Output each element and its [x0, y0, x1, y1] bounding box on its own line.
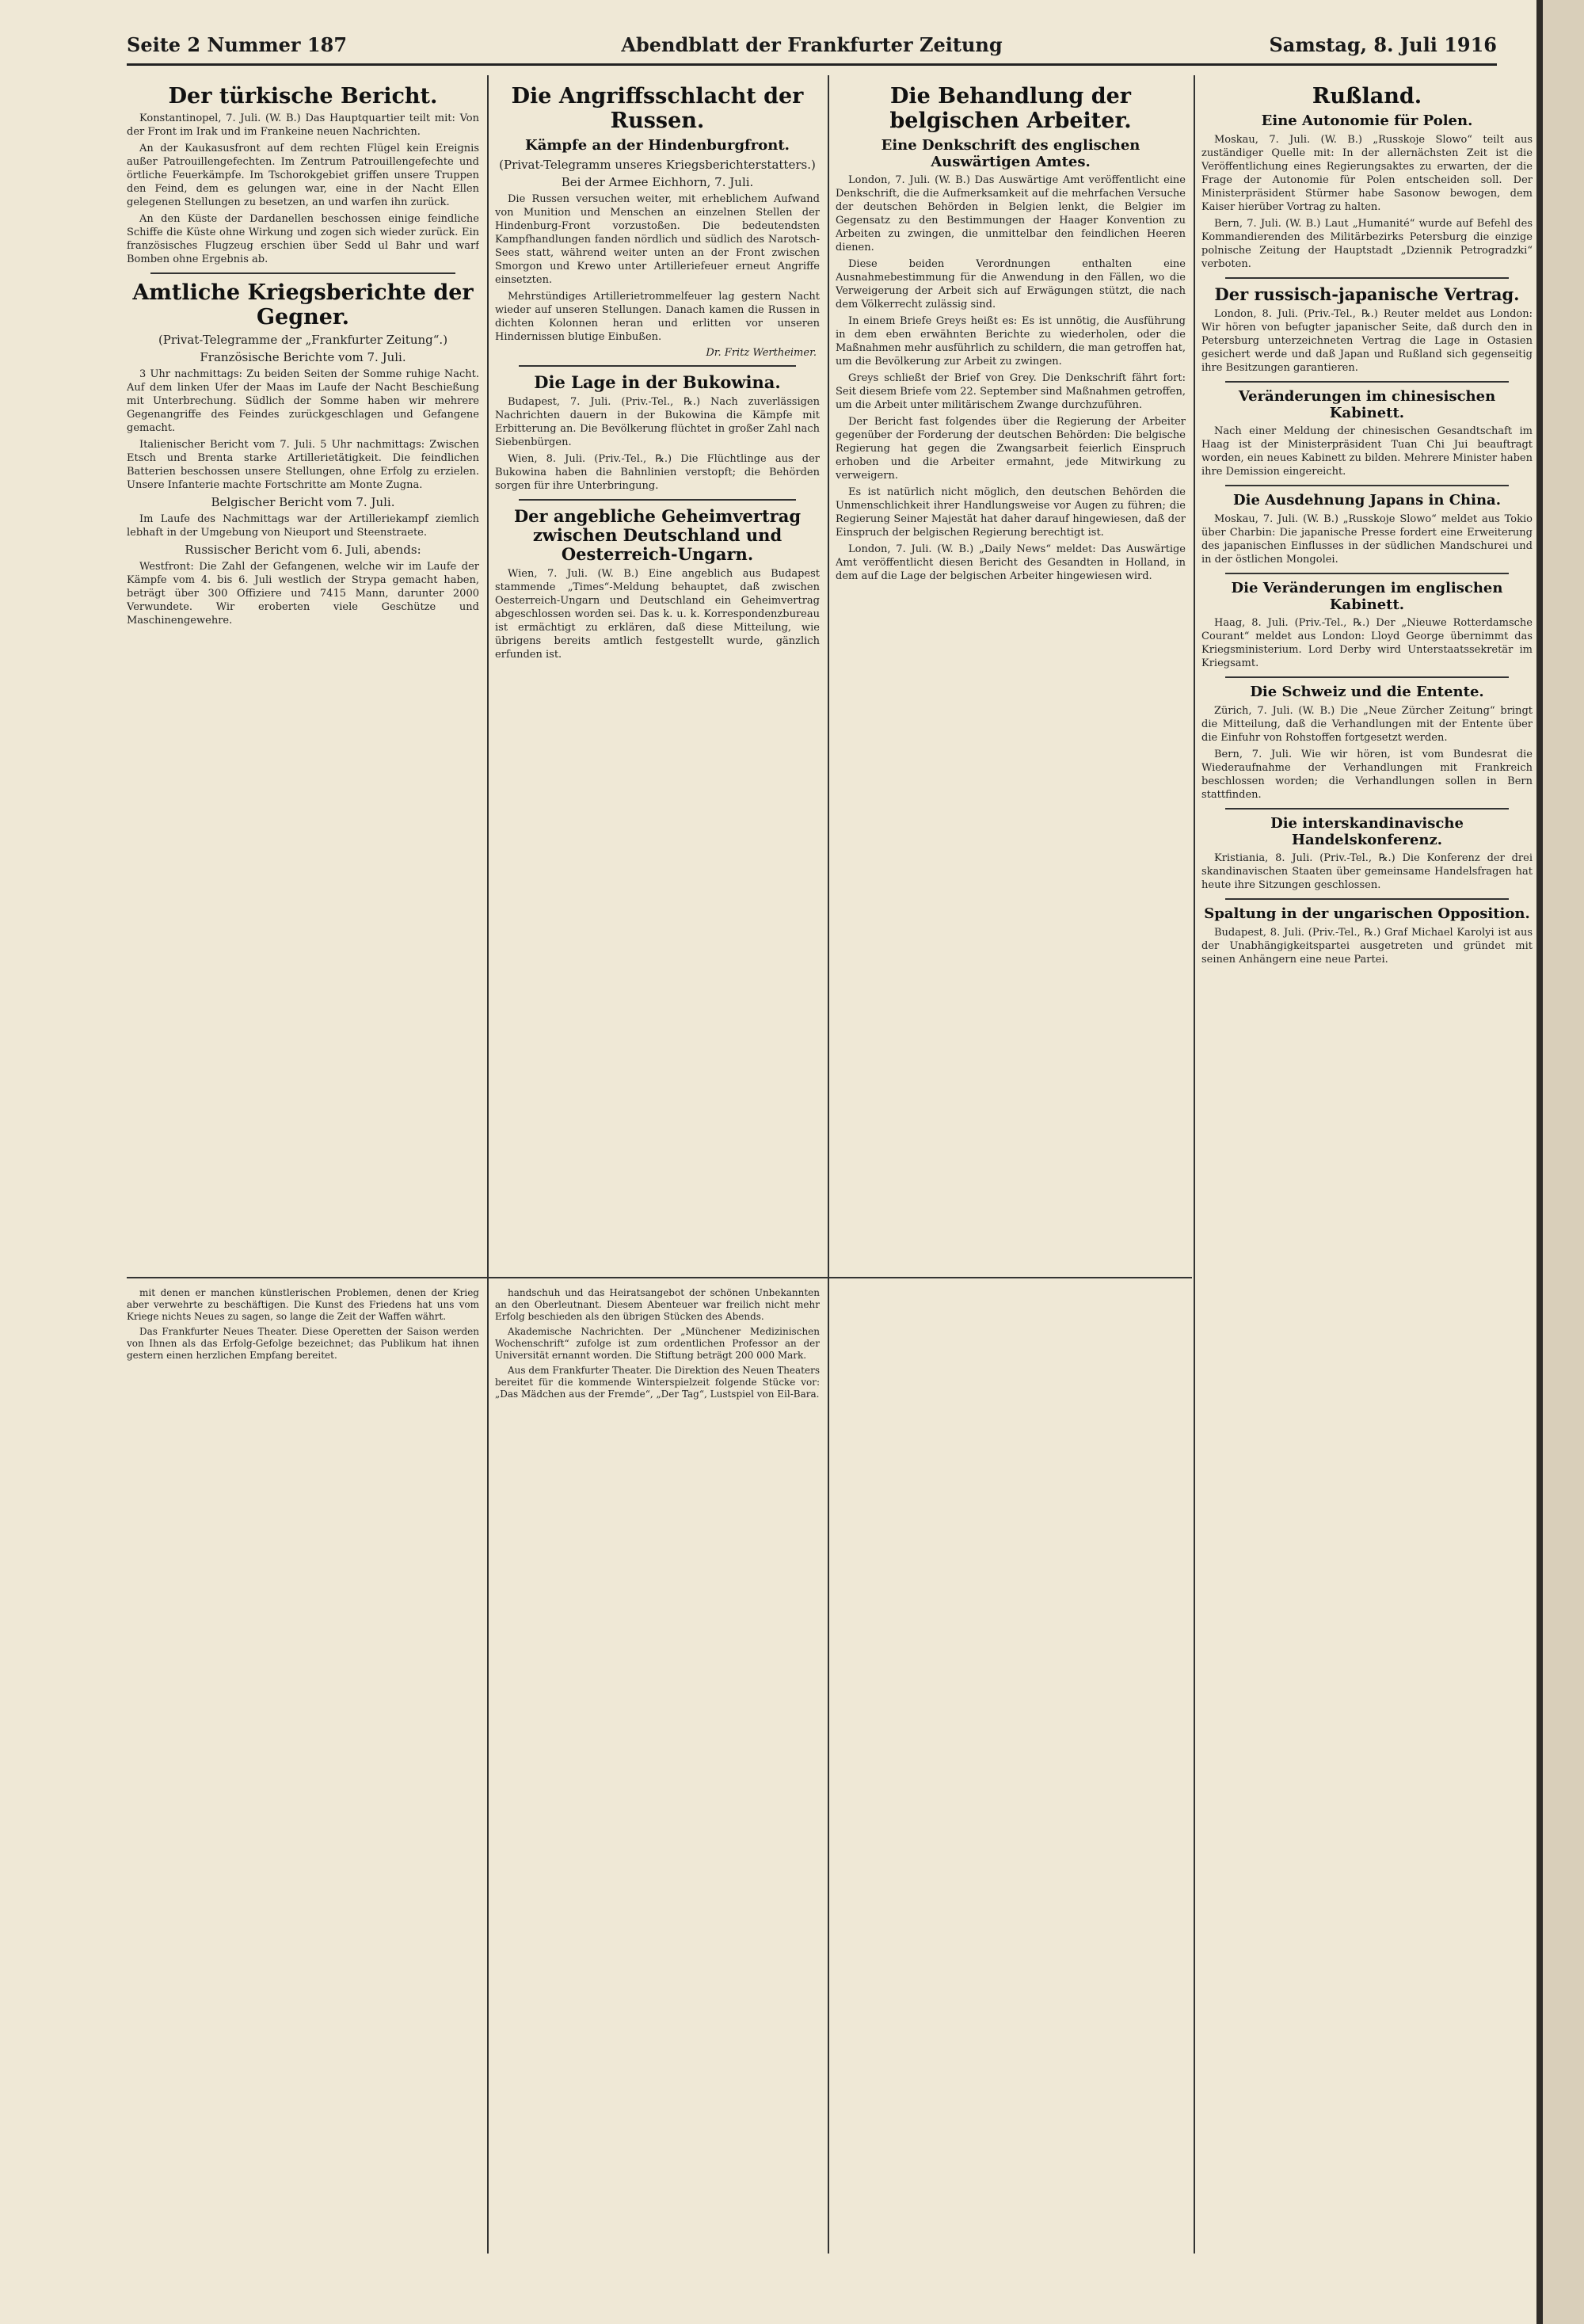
article-chinese-cabinet	[1201, 389, 1533, 478]
article-english-cabinet	[1201, 581, 1533, 670]
section-label: Belgischer Bericht vom 7. Juli.	[211, 495, 395, 510]
article-scandinavian-conference	[1201, 816, 1533, 892]
section-label: Russischer Bericht vom 6. Juli, abends:	[185, 543, 421, 558]
article-separator	[1225, 381, 1509, 383]
article-enemy-reports	[127, 280, 479, 627]
article-paragraph: Der Bericht fast folgendes über die Regierung der Arbeiter gegenüber der Forderung der deutschen Behörden: Die belgische Regierung hat gegen die Zwangsarbeit feierlich Einspruch erhoben und die Arbeiter ermahnt, jede Mitwirkung zu verweigern.	[836, 416, 1186, 482]
article-separator	[1225, 898, 1509, 900]
article-paragraph: Zürich, 7. Juli. (W. B.) Die „Neue Zürcher Zeitung“ bringt die Mitteilung, daß die Verhandlungen mit der Entente über die Einfuhr von Rohstoffen fortgesetzt werden.	[1201, 705, 1533, 744]
column-rule	[828, 75, 829, 2254]
adjacent-page-strip	[1543, 0, 1584, 2324]
article-subtitle: Eine Autonomie für Polen.	[1261, 112, 1473, 130]
article-russia	[1201, 84, 1533, 271]
article-paragraph: Moskau, 7. Juli. (W. B.) „Russkoje Slowo“ teilt aus zuständiger Quelle mit: In der allernächsten Zeit ist die Veröffentlichung eines Regierungsaktes zu erwarten, der die Frage der Autonomie für Polen entscheiden soll. Der Ministerpräsident Stürmer habe Sasonow bewogen, dem Kaiser hierüber Vortrag zu halten.	[1201, 133, 1533, 213]
article-switzerland-entente	[1201, 684, 1533, 802]
article-paragraph: Die Russen versuchen weiter, mit erheblichem Aufwand von Munition und Menschen an einzelnen Stellen der Hindenburg-Front vorzustoßen. Die bedeutendsten Kampfhandlungen fanden nördlich und südlich des Narotsch-Sees statt, während weiter unten an der Front zwischen Smorgon und Krewo unter Artilleriefeuer erneut Angriffe einsetzten.	[495, 192, 820, 286]
article-title: Die Ausdehnung Japans in China.	[1233, 492, 1501, 509]
article-paragraph: Wien, 8. Juli. (Priv.-Tel., ℞.) Die Flüchtlinge aus der Bukowina haben die Bahnlinien verstopft; die Behörden sorgen für ihre Unterbringung.	[495, 452, 820, 492]
article-paragraph: Westfront: Die Zahl der Gefangenen, welche wir im Laufe der Kämpfe vom 4. bis 6. Juli westlich der Strypa gemacht haben, beträgt über 300 Offiziere und 7415 Mann, darunter 2000 Verwundete. Wir eroberten viele Geschütze und Maschinengewehre.	[127, 561, 479, 627]
article-paragraph: Konstantinopel, 7. Juli. (W. B.) Das Hauptquartier teilt mit: Von der Front im Irak und im Frankeine neuen Nachrichten.	[127, 112, 479, 139]
article-separator	[519, 499, 796, 501]
article-paragraph: Es ist natürlich nicht möglich, den deutschen Behörden die Unmenschlichkeit ihrer Handlungsweise vor Augen zu führen; die Regierung Seiner Majestät hat daher darauf hingewiesen, daß der Einspruch der belgischen Regierung berechtigt ist.	[836, 486, 1186, 539]
article-hungarian-opposition	[1201, 906, 1533, 966]
article-subtitle: (Privat-Telegramme der „Frankfurter Zeitung“.)	[158, 333, 448, 348]
article-paragraph: 3 Uhr nachmittags: Zu beiden Seiten der Somme ruhige Nacht. Auf dem linken Ufer der Maas im Laufe der Nacht Beschießung mit Unterbrechung. Südlich der Somme haben wir mehrere Gegenangriffe des Feindes zurückgeschlagen und Gefangene gemacht.	[127, 368, 479, 435]
article-secret-treaty	[495, 507, 820, 661]
article-paragraph: Haag, 8. Juli. (Priv.-Tel., ℞.) Der „Nieuwe Rotterdamsche Courant“ meldet aus London: Lloyd George übernimmt das Kriegsministerium. Lord Derby wird Unterstaatssekretär im Kriegsamt.	[1201, 617, 1533, 670]
article-title: Spaltung in der ungarischen Opposition.	[1204, 905, 1530, 923]
article-paragraph: Bern, 7. Juli. Wie wir hören, ist vom Bundesrat die Wiederaufnahme der Verhandlungen mit Frankreich beschlossen worden; die Verhandlungen sollen in Bern stattfinden.	[1201, 749, 1533, 801]
article-russo-japanese-treaty	[1201, 285, 1533, 375]
article-separator	[1225, 808, 1509, 810]
article-paragraph: Greys schließt der Brief von Grey. Die Denkschrift fährt fort: Seit diesem Briefe vom 22. September sind Maßnahmen getroffen, um die Arbeit unter militärischem Zwange durchzuführen.	[836, 372, 1186, 412]
article-title: Die Behandlung der belgischen Arbeiter.	[889, 84, 1132, 134]
article-subtitle: Kämpfe an der Hindenburgfront.	[525, 137, 790, 154]
article-title: Der angebliche Geheimvertrag zwischen Deutschland und Oesterreich-Ungarn.	[513, 505, 802, 565]
column-2	[495, 79, 820, 1271]
article-paragraph: Diese beiden Verordnungen enthalten eine Ausnahmebestimmung für die Anwendung in den Fällen, wo die Verweigerung der Arbeit sich auf Erwägungen stützt, die nach dem Völkerrecht zulässig sind.	[836, 258, 1186, 311]
feuilleton-paragraph: Das Frankfurter Neues Theater. Diese Operetten der Saison werden von Ihnen als das Erfolg-Gefolge bezeichnet; das Publikum hat ihnen gestern einen herzlichen Empfang bereitet.	[127, 1326, 479, 1361]
article-paragraph: Budapest, 8. Juli. (Priv.-Tel., ℞.) Graf Michael Karolyi ist aus der Unabhängigkeitspartei ausgetreten und gründet mit seinen Anhängern eine neue Partei.	[1201, 927, 1533, 966]
feuilleton-paragraph: Akademische Nachrichten. Der „Münchener Medizinischen Wochenschrift“ zufolge ist zum ordentlichen Professor an der Universität ernannt worden. Die Stiftung beträgt 200 000 Mark.	[495, 1326, 820, 1361]
article-paragraph: Wien, 7. Juli. (W. B.) Eine angeblich aus Budapest stammende „Times“-Meldung behauptet, daß zwischen Oesterreich-Ungarn und Deutschland ein Geheimvertrag abgeschlossen worden sei. Das k. u. k. Korrespondenzbureau ist ermächtigt zu erklären, daß diese Mitteilung, wie übrigens bereits amtlich festgestellt wurde, gänzlich erfunden ist.	[495, 568, 820, 661]
article-title: Die Lage in der Bukowina.	[534, 371, 781, 392]
article-belgian-workers	[836, 84, 1186, 583]
article-paragraph: Bern, 7. Juli. (W. B.) Laut „Humanité“ wurde auf Befehl des Kommandierenden des Militärbezirks Petersburg die einzige polnische Zeitung der Hauptstadt „Dziennik Petrogradzki“ verboten.	[1201, 217, 1533, 270]
article-title: Rußland.	[1312, 84, 1422, 109]
article-paragraph: London, 7. Juli. (W. B.) Das Auswärtige Amt veröffentlicht eine Denkschrift, die die Aufmerksamkeit auf die mehrfachen Versuche der deutschen Behörden in Belgien lenkt, die Belgier im Gegensatz zu den Bestimmungen der Haager Konvention zu Arbeiten zu zwingen, die unmittelbar den feindlichen Heeren dienen.	[836, 174, 1186, 254]
issue-date: Samstag, 8. Juli 1916	[1269, 33, 1497, 56]
article-title: Die Schweiz und die Entente.	[1250, 684, 1484, 701]
article-paragraph: An den Küste der Dardanellen beschossen einige feindliche Schiffe die Küste ohne Wirkung und zogen sich wieder zurück. Ein französisches Flugzeug erschien über Sedd ul Bahr und warf Bomben ohne Ergebnis ab.	[127, 213, 479, 266]
article-paragraph: In einem Briefe Greys heißt es: Es ist unnötig, die Ausführung in dem eben erwähnten Berichte zu wiederholen, oder die Maßnahmen mehr ausführlich zu schildern, die man getroffen hat, um die Bevölkerung zur Arbeit zu zwingen.	[836, 315, 1186, 368]
article-separator	[1225, 573, 1509, 574]
article-title: Die Veränderungen im englischen Kabinett.	[1231, 579, 1503, 613]
feuilleton-left	[127, 1287, 479, 2250]
column-rule	[1194, 75, 1195, 2254]
article-title: Der russisch-japanische Vertrag.	[1214, 284, 1520, 304]
adjacent-page-edge	[1536, 0, 1584, 2324]
masthead: Abendblatt der Frankfurter Zeitung	[621, 33, 1003, 56]
column-rule	[487, 75, 489, 2254]
article-separator	[519, 365, 796, 367]
article-subtitle: (Privat-Telegramm unseres Kriegsberichterstatters.)	[499, 157, 816, 172]
article-separator	[150, 272, 455, 274]
article-paragraph: Budapest, 7. Juli. (Priv.-Tel., ℞.) Nach zuverlässigen Nachrichten dauern in der Bukowina die Kämpfe mit Erbitterung an. Die Bevölkerung flüchtet in großer Zahl nach Siebenbürgen.	[495, 395, 820, 448]
article-subtitle: Eine Denkschrift des englischen Auswärtigen Amtes.	[881, 137, 1140, 170]
article-separator	[1225, 277, 1509, 279]
article-russian-offensive	[495, 84, 820, 359]
article-paragraph: Im Laufe des Nachmittags war der Artilleriekampf ziemlich lebhaft in der Umgebung von Nieuport und Steenstraete.	[127, 513, 479, 539]
article-title: Amtliche Kriegsberichte der Gegner.	[132, 280, 474, 330]
page-number: Seite 2 Nummer 187	[127, 33, 348, 56]
article-title: Der türkische Bericht.	[168, 84, 438, 109]
article-paragraph: Nach einer Meldung der chinesischen Gesandtschaft im Haag ist der Ministerpräsident Tuan Chi Jui beauftragt worden, ein neues Kabinett zu bilden. Mehrere Minister haben ihre Demission eingereicht.	[1201, 425, 1533, 478]
page-header	[127, 32, 1497, 66]
article-bukowina	[495, 373, 820, 493]
article-paragraph: Kristiania, 8. Juli. (Priv.-Tel., ℞.) Die Konferenz der drei skandinavischen Staaten über gemeinsame Handelsfragen hat heute ihre Sitzungen geschlossen.	[1201, 852, 1533, 892]
article-separator	[1225, 676, 1509, 678]
section-label: Französische Berichte vom 7. Juli.	[200, 350, 406, 365]
feuilleton-paragraph: handschuh und das Heiratsangebot der schönen Unbekannten an den Oberleutnant. Diesem Abenteuer war freilich nicht mehr Erfolg beschieden als den übrigen Stücken des Abends.	[495, 1287, 820, 1322]
article-paragraph: London, 8. Juli. (Priv.-Tel., ℞.) Reuter meldet aus London: Wir hören von befugter japanischer Seite, daß durch den in Petersburg unterzeichneten Vertrag die Lage in Ostasien gesichert werde und daß Japan und Rußland sich gegenseitig ihre Besitzungen garantieren.	[1201, 307, 1533, 374]
feuilleton-paragraph: mit denen er manchen künstlerischen Problemen, denen der Krieg aber verwehrte zu beschäftigen. Die Kunst des Friedens hat uns vom Kriege nichts Neues zu sagen, so lange die Zeit der Waffen währt.	[127, 1287, 479, 1322]
article-paragraph: Moskau, 7. Juli. (W. B.) „Russkoje Slowo“ meldet aus Tokio über Charbin: Die japanische Presse fordert eine Erweiterung des japanischen Einflusses in der südlichen Mandschurei und in der östlichen Mongolei.	[1201, 512, 1533, 566]
article-title: Die Angriffsschlacht der Russen.	[511, 84, 804, 134]
article-paragraph: Mehrstündiges Artillerietrommelfeuer lag gestern Nacht wieder auf unseren Stellungen. Danach kamen die Russen in dichten Kolonnen heran und erlitten vor unseren Hindernissen blutige Einbußen.	[495, 290, 820, 343]
article-title: Veränderungen im chinesischen Kabinett.	[1238, 387, 1496, 421]
article-paragraph: London, 7. Juli. (W. B.) „Daily News“ meldet: Das Auswärtige Amt veröffentlicht diesen Bericht des Gesandten in Holland, in dem auf die Lage der belgischen Arbeiter hingewiesen wird.	[836, 543, 1186, 583]
article-paragraph: An der Kaukasusfront auf dem rechten Flügel kein Ereignis außer Patrouillengefechten. Im Zentrum Patrouillengefechte und örtliche Feuerkämpfe. Im Tschorokgebiet griffen unsere Truppen den Feind, dem es gelungen war, eine in der Nacht Ellen gelegenen Stellungen zu besetzen, an und warfen ihn zurück.	[127, 143, 479, 209]
article-separator	[1225, 485, 1509, 486]
column-4	[1201, 79, 1533, 2254]
article-title: Die interskandinavische Handelskonferenz.	[1270, 815, 1464, 848]
dateline: Bei der Armee Eichhorn, 7. Juli.	[561, 174, 754, 189]
column-3	[836, 79, 1186, 2254]
article-japan-china	[1201, 493, 1533, 566]
feuilleton-paragraph: Aus dem Frankfurter Theater. Die Direktion des Neuen Theaters bereitet für die kommende Winterspielzeit folgende Stücke vor: „Das Mädchen aus der Fremde“, „Der Tag“, Lustspiel von Eil-Bara.	[495, 1365, 820, 1400]
article-paragraph: Italienischer Bericht vom 7. Juli. 5 Uhr nachmittags: Zwischen Etsch und Brenta starke Artillerietätigkeit. Die feindlichen Batterien beschossen unsere Stellungen, ohne Erfolg zu erzielen. Unsere Infanterie machte Fortschritte am Monte Zugna.	[127, 439, 479, 492]
author-signature: Dr. Fritz Wertheimer.	[706, 346, 817, 359]
column-1	[127, 79, 479, 1271]
article-turkish-report	[127, 84, 479, 266]
feuilleton-right	[495, 1287, 820, 2250]
